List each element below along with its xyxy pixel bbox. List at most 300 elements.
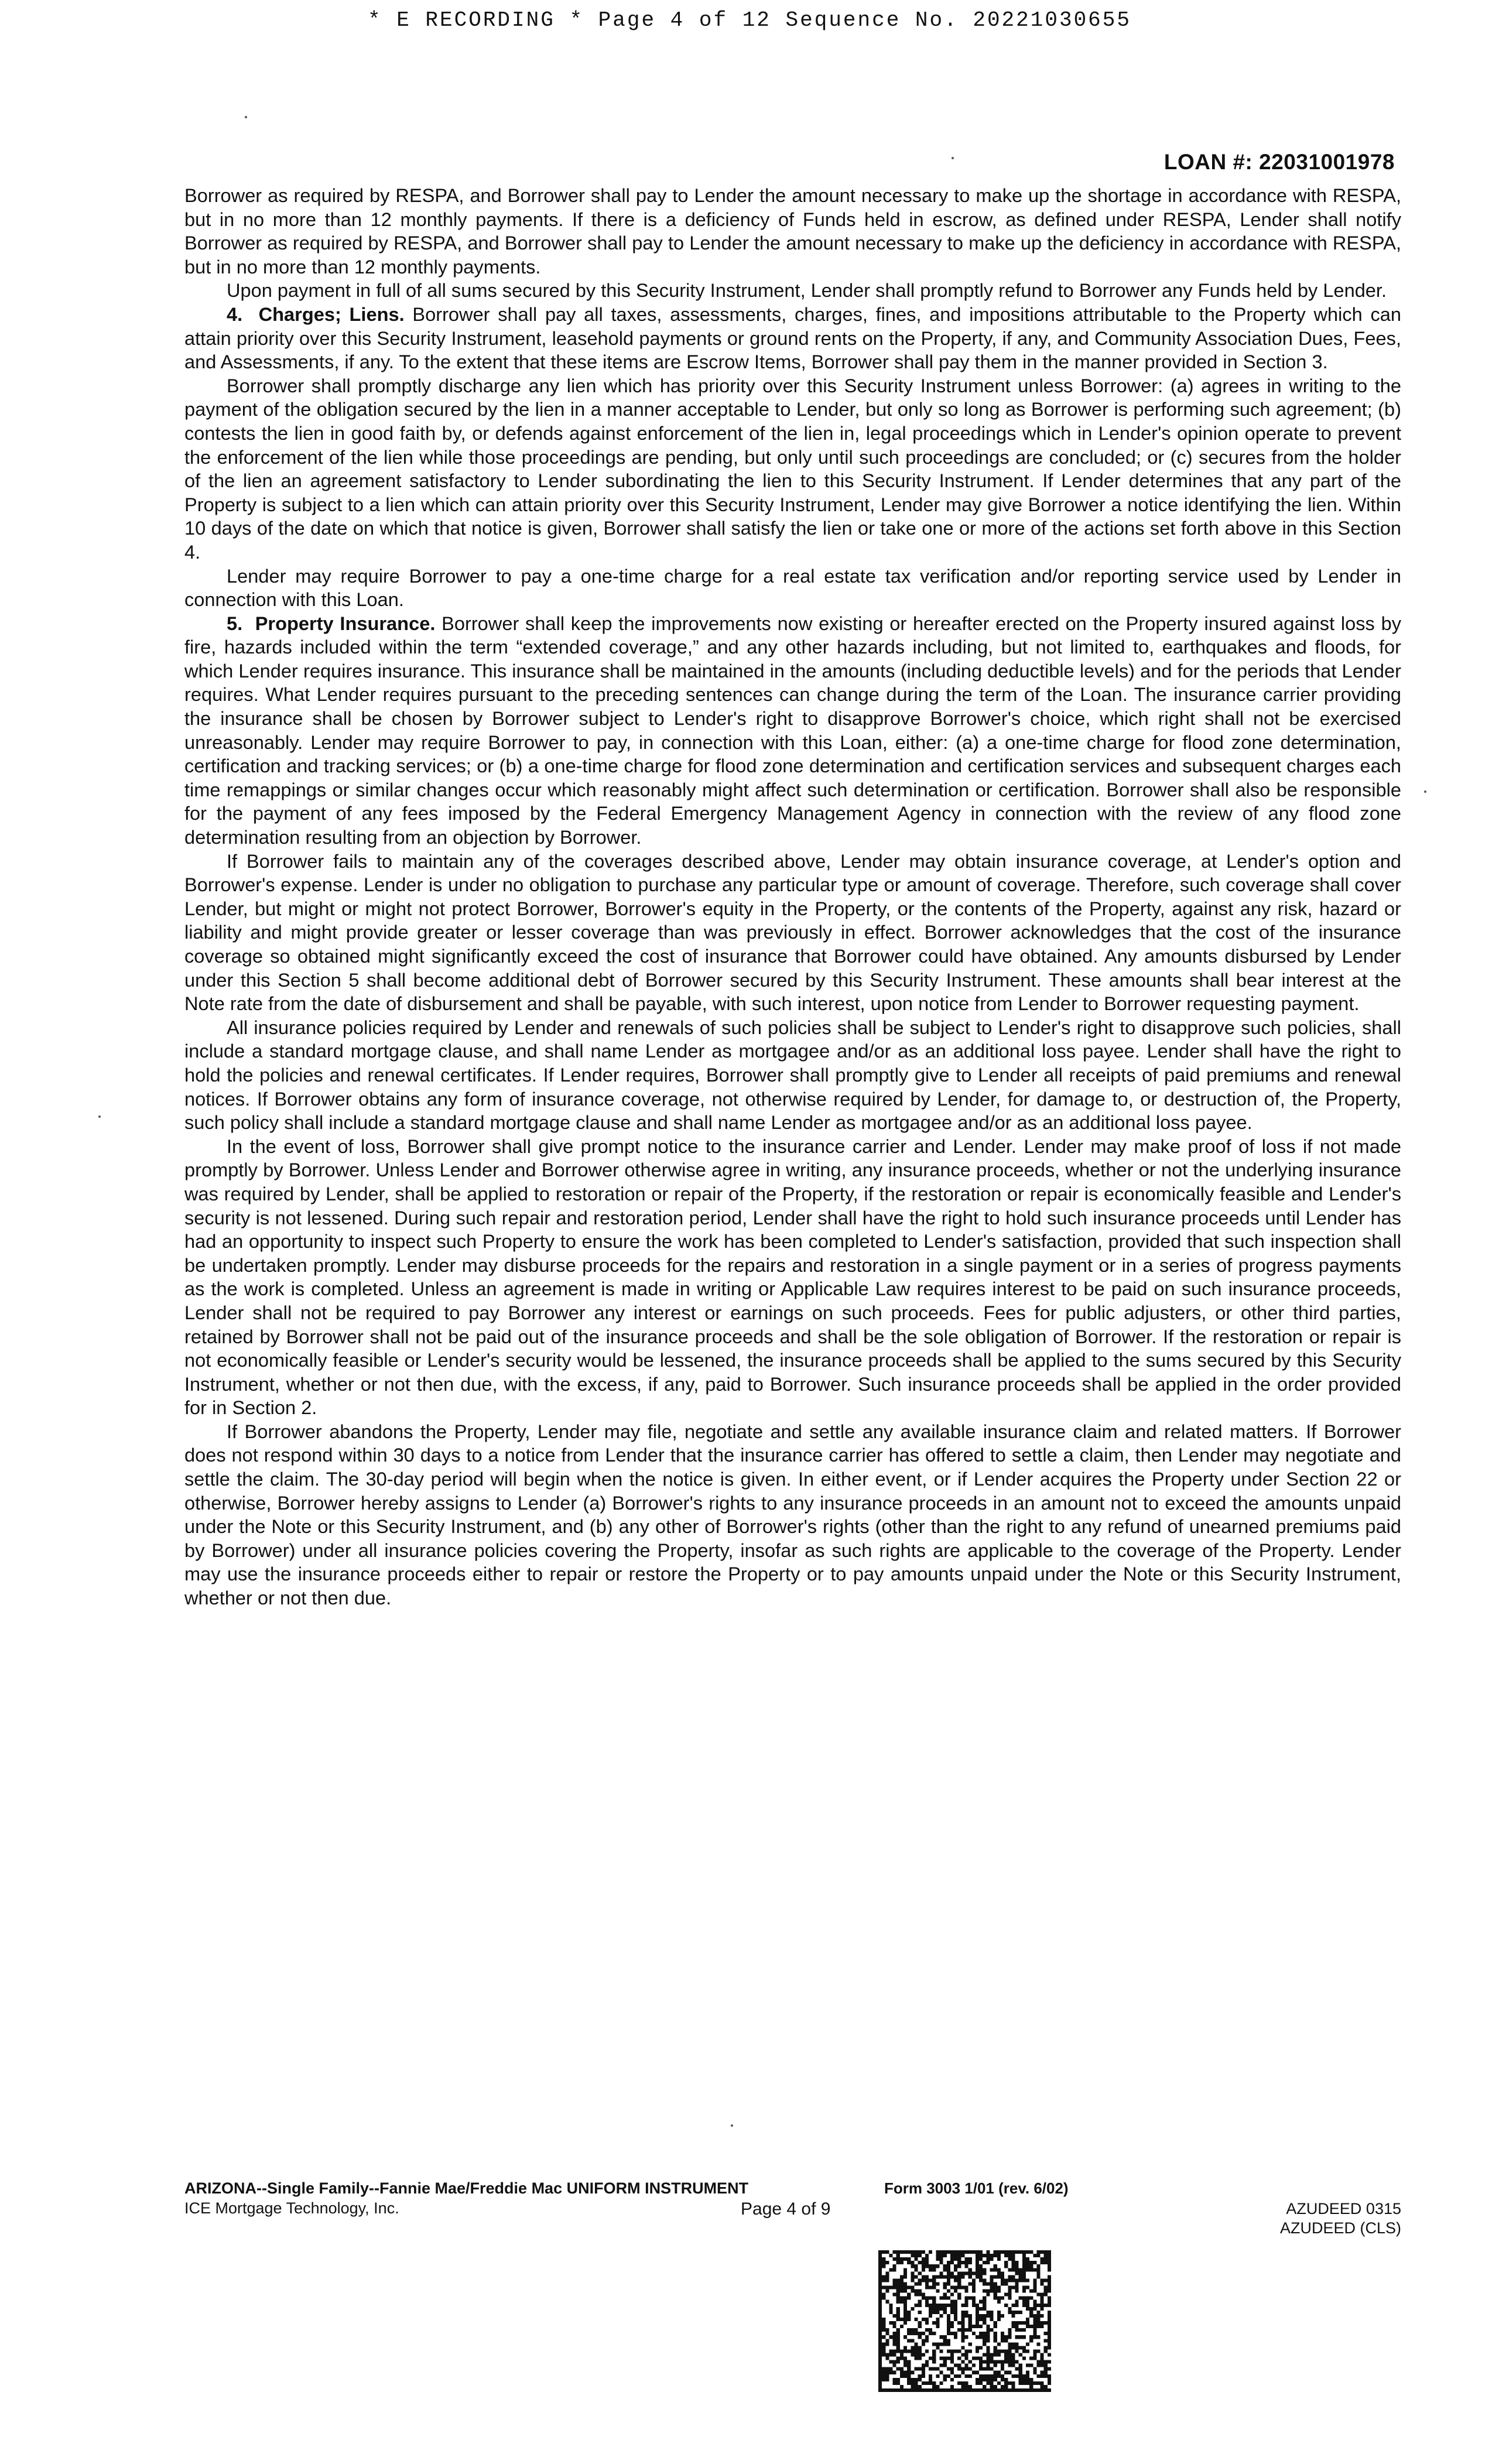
barcode-cell bbox=[925, 2278, 929, 2282]
barcode-cell bbox=[929, 2374, 932, 2378]
barcode-cell bbox=[1011, 2304, 1015, 2307]
barcode-cell bbox=[997, 2311, 1001, 2314]
barcode-cell bbox=[983, 2268, 986, 2271]
barcode-cell bbox=[1036, 2374, 1040, 2378]
barcode-cell bbox=[896, 2318, 900, 2321]
barcode-cell bbox=[1026, 2325, 1029, 2328]
barcode-cell bbox=[983, 2378, 986, 2381]
barcode-cell bbox=[950, 2307, 954, 2311]
barcode-cell bbox=[903, 2364, 907, 2367]
barcode-cell bbox=[965, 2261, 968, 2264]
barcode-cell bbox=[929, 2357, 932, 2360]
barcode-cell bbox=[997, 2374, 1001, 2378]
barcode-cell bbox=[903, 2304, 907, 2307]
barcode-cell bbox=[900, 2290, 903, 2293]
barcode-cell bbox=[1029, 2385, 1033, 2388]
barcode-cell bbox=[1019, 2297, 1022, 2300]
barcode-cell bbox=[878, 2371, 882, 2374]
barcode-cell bbox=[885, 2261, 889, 2264]
barcode-cell bbox=[1041, 2388, 1044, 2392]
barcode-cell bbox=[900, 2318, 903, 2321]
barcode-cell bbox=[911, 2353, 914, 2356]
barcode-cell bbox=[997, 2360, 1001, 2364]
barcode-cell bbox=[950, 2250, 954, 2254]
barcode-cell bbox=[1022, 2357, 1026, 2360]
barcode-cell bbox=[1001, 2271, 1004, 2275]
barcode-cell bbox=[1033, 2321, 1036, 2325]
barcode-cell bbox=[1022, 2349, 1026, 2353]
barcode-cell bbox=[972, 2250, 976, 2254]
barcode-cell bbox=[893, 2353, 896, 2356]
barcode-cell bbox=[1004, 2304, 1008, 2307]
barcode-cell bbox=[918, 2325, 922, 2328]
barcode-cell bbox=[972, 2357, 976, 2360]
barcode-cell bbox=[1036, 2314, 1040, 2318]
barcode-cell bbox=[986, 2349, 990, 2353]
section-5-number: 5. bbox=[227, 612, 243, 634]
barcode-cell bbox=[965, 2250, 968, 2254]
barcode-cell bbox=[914, 2268, 918, 2271]
barcode-cell bbox=[889, 2353, 892, 2356]
barcode-cell bbox=[922, 2264, 925, 2268]
barcode-cell bbox=[918, 2300, 922, 2304]
barcode-cell bbox=[1011, 2360, 1015, 2364]
barcode-cell bbox=[1022, 2335, 1026, 2339]
barcode-cell bbox=[1033, 2261, 1036, 2264]
barcode-cell bbox=[939, 2304, 943, 2307]
barcode-cell bbox=[907, 2293, 911, 2297]
barcode-cell bbox=[965, 2349, 968, 2353]
barcode-cell bbox=[983, 2332, 986, 2335]
barcode-cell bbox=[907, 2349, 911, 2353]
barcode-cell bbox=[932, 2360, 936, 2364]
barcode-cell bbox=[922, 2261, 925, 2264]
barcode-cell bbox=[1001, 2335, 1004, 2339]
barcode-cell bbox=[1001, 2282, 1004, 2285]
barcode-cell bbox=[896, 2332, 900, 2335]
barcode-cell bbox=[961, 2332, 964, 2335]
barcode-cell bbox=[1048, 2353, 1051, 2356]
barcode-cell bbox=[911, 2261, 914, 2264]
barcode-cell bbox=[968, 2318, 972, 2321]
barcode-cell bbox=[957, 2374, 961, 2378]
barcode-cell bbox=[889, 2286, 892, 2290]
section-4-number: 4. bbox=[227, 303, 243, 325]
barcode-cell bbox=[918, 2278, 922, 2282]
barcode-cell bbox=[882, 2321, 885, 2325]
barcode-cell bbox=[1033, 2388, 1036, 2392]
barcode-cell bbox=[972, 2297, 976, 2300]
barcode-cell bbox=[925, 2381, 929, 2385]
barcode-cell bbox=[976, 2346, 979, 2349]
barcode-cell bbox=[900, 2250, 903, 2254]
barcode-cell bbox=[903, 2346, 907, 2349]
barcode-cell bbox=[986, 2325, 990, 2328]
barcode-cell bbox=[882, 2346, 885, 2349]
barcode-cell bbox=[965, 2353, 968, 2356]
barcode-cell bbox=[878, 2307, 882, 2311]
barcode-cell bbox=[994, 2268, 997, 2271]
barcode-cell bbox=[896, 2293, 900, 2297]
barcode-cell bbox=[1015, 2290, 1019, 2293]
barcode-cell bbox=[950, 2325, 954, 2328]
barcode-cell bbox=[885, 2300, 889, 2304]
barcode-cell bbox=[1036, 2364, 1040, 2367]
barcode-cell bbox=[932, 2385, 936, 2388]
barcode-cell bbox=[997, 2388, 1001, 2392]
barcode-cell bbox=[972, 2278, 976, 2282]
barcode-cell bbox=[997, 2353, 1001, 2356]
barcode-cell bbox=[997, 2286, 1001, 2290]
barcode-cell bbox=[911, 2378, 914, 2381]
barcode-cell bbox=[939, 2271, 943, 2275]
barcode-cell bbox=[943, 2311, 947, 2314]
barcode-cell bbox=[943, 2374, 947, 2378]
barcode-cell bbox=[932, 2342, 936, 2346]
barcode-cell bbox=[961, 2321, 964, 2325]
barcode-cell bbox=[957, 2254, 961, 2257]
barcode-cell bbox=[950, 2304, 954, 2307]
barcode-cell bbox=[957, 2250, 961, 2254]
barcode-cell bbox=[922, 2364, 925, 2367]
barcode-cell bbox=[1048, 2290, 1051, 2293]
paragraph-event-of-loss: In the event of loss, Borrower shall give prompt notice to the insurance carrier and Lender. Lender may make proof of loss if not made promptly by Borrower. Unless Lender and Borrower otherwise agree in writing, any insurance proceeds, whether or not the underlying insurance was required by Lender, shall be applied to restoration or repair of the Property, if the restoration or repair is economically feasible and Lender's security is not lessened. During such repair and restoration period, Lender shall have the right to hold such insurance proceeds until Lender has had an opportunity to inspect such Property to ensure the work has been completed to Lender's satisfaction, provided that such inspection shall be undertaken promptly. Lender may disburse proceeds for the repairs and restoration in a single payment or in a series of progress payments as the work is completed. Unless an agreement is made in writing or Applicable Law requires interest to be paid on such insurance proceeds, Lender shall not be required to pay Borrower any interest or earnings on such proceeds. Fees for public adjusters, or other third parties, retained by Borrower shall not be paid out of the insurance proceeds and shall be the sole obligation of Borrower. If the restoration or repair is not economically feasible or Lender's security would be lessened, the insurance proceeds shall be applied to the sums secured by this Security Instrument, whether or not then due, with the excess, if any, paid to Borrower. Such insurance proceeds shall be applied in the order provided for in Section 2. bbox=[184, 1135, 1401, 1419]
barcode-cell bbox=[950, 2353, 954, 2356]
barcode-cell bbox=[925, 2318, 929, 2321]
barcode-cell bbox=[903, 2271, 907, 2275]
barcode-cell bbox=[939, 2275, 943, 2278]
barcode-cell bbox=[990, 2381, 994, 2385]
barcode-cell bbox=[1044, 2364, 1048, 2367]
barcode-cell bbox=[896, 2282, 900, 2285]
barcode-cell bbox=[968, 2385, 972, 2388]
barcode-cell bbox=[986, 2378, 990, 2381]
barcode-cell bbox=[976, 2307, 979, 2311]
barcode-cell bbox=[885, 2378, 889, 2381]
barcode-cell bbox=[878, 2300, 882, 2304]
barcode-cell bbox=[1008, 2254, 1011, 2257]
barcode-cell bbox=[896, 2300, 900, 2304]
barcode-cell bbox=[925, 2261, 929, 2264]
barcode-cell bbox=[911, 2339, 914, 2342]
barcode-cell bbox=[968, 2297, 972, 2300]
barcode-cell bbox=[986, 2261, 990, 2264]
barcode-cell bbox=[968, 2374, 972, 2378]
barcode-cell bbox=[994, 2264, 997, 2268]
barcode-cell bbox=[1008, 2311, 1011, 2314]
barcode-cell bbox=[1041, 2314, 1044, 2318]
barcode-cell bbox=[929, 2332, 932, 2335]
barcode-cell bbox=[925, 2282, 929, 2285]
barcode-cell bbox=[1026, 2297, 1029, 2300]
barcode-cell bbox=[994, 2364, 997, 2367]
barcode-cell bbox=[1008, 2290, 1011, 2293]
barcode-cell bbox=[961, 2318, 964, 2321]
barcode-cell bbox=[986, 2290, 990, 2293]
barcode-cell bbox=[1011, 2353, 1015, 2356]
barcode-cell bbox=[1011, 2314, 1015, 2318]
barcode-cell bbox=[950, 2332, 954, 2335]
barcode-cell bbox=[896, 2378, 900, 2381]
barcode-cell bbox=[1033, 2357, 1036, 2360]
barcode-cell bbox=[1019, 2250, 1022, 2254]
datamatrix-barcode-icon bbox=[878, 2250, 1051, 2392]
barcode-cell bbox=[947, 2290, 950, 2293]
barcode-cell bbox=[990, 2353, 994, 2356]
barcode-cell bbox=[983, 2300, 986, 2304]
barcode-cell bbox=[929, 2307, 932, 2311]
barcode-cell bbox=[1022, 2271, 1026, 2275]
barcode-cell bbox=[1004, 2388, 1008, 2392]
barcode-cell bbox=[893, 2335, 896, 2339]
barcode-cell bbox=[990, 2357, 994, 2360]
barcode-cell bbox=[1008, 2268, 1011, 2271]
barcode-cell bbox=[878, 2364, 882, 2367]
barcode-cell bbox=[939, 2314, 943, 2318]
barcode-cell bbox=[932, 2311, 936, 2314]
barcode-cell bbox=[1041, 2257, 1044, 2261]
barcode-cell bbox=[994, 2297, 997, 2300]
barcode-cell bbox=[1004, 2371, 1008, 2374]
barcode-cell bbox=[878, 2304, 882, 2307]
barcode-cell bbox=[954, 2307, 957, 2311]
barcode-cell bbox=[925, 2254, 929, 2257]
barcode-cell bbox=[990, 2275, 994, 2278]
barcode-cell bbox=[900, 2261, 903, 2264]
barcode-cell bbox=[997, 2318, 1001, 2321]
barcode-cell bbox=[1001, 2364, 1004, 2367]
barcode-cell bbox=[925, 2364, 929, 2367]
barcode-cell bbox=[896, 2297, 900, 2300]
barcode-cell bbox=[1022, 2257, 1026, 2261]
barcode-cell bbox=[885, 2374, 889, 2378]
barcode-cell bbox=[997, 2342, 1001, 2346]
barcode-cell bbox=[889, 2371, 892, 2374]
barcode-cell bbox=[1001, 2332, 1004, 2335]
footer-form-number: Form 3003 1/01 (rev. 6/02) bbox=[884, 2179, 1069, 2197]
barcode-cell bbox=[893, 2264, 896, 2268]
barcode-cell bbox=[914, 2318, 918, 2321]
barcode-cell bbox=[954, 2250, 957, 2254]
barcode-cell bbox=[986, 2346, 990, 2349]
barcode-cell bbox=[1048, 2332, 1051, 2335]
barcode-cell bbox=[929, 2311, 932, 2314]
barcode-cell bbox=[1011, 2261, 1015, 2264]
barcode-cell bbox=[882, 2325, 885, 2328]
barcode-cell bbox=[968, 2328, 972, 2332]
barcode-cell bbox=[1004, 2282, 1008, 2285]
barcode-cell bbox=[885, 2342, 889, 2346]
barcode-cell bbox=[994, 2349, 997, 2353]
section-5-title: Property Insurance. bbox=[255, 612, 436, 634]
barcode-cell bbox=[947, 2332, 950, 2335]
barcode-cell bbox=[939, 2371, 943, 2374]
barcode-cell bbox=[1033, 2332, 1036, 2335]
barcode-cell bbox=[922, 2257, 925, 2261]
barcode-cell bbox=[979, 2388, 983, 2392]
barcode-cell bbox=[918, 2335, 922, 2339]
barcode-cell bbox=[943, 2293, 947, 2297]
barcode-cell bbox=[986, 2367, 990, 2371]
barcode-cell bbox=[947, 2261, 950, 2264]
barcode-cell bbox=[961, 2381, 964, 2385]
barcode-cell bbox=[961, 2271, 964, 2275]
barcode-cell bbox=[1041, 2385, 1044, 2388]
barcode-cell bbox=[932, 2307, 936, 2311]
barcode-cell bbox=[965, 2311, 968, 2314]
barcode-cell bbox=[1026, 2261, 1029, 2264]
barcode-cell bbox=[1015, 2286, 1019, 2290]
barcode-cell bbox=[950, 2271, 954, 2275]
barcode-cell bbox=[961, 2325, 964, 2328]
barcode-cell bbox=[1041, 2250, 1044, 2254]
barcode-cell bbox=[922, 2297, 925, 2300]
barcode-cell bbox=[990, 2257, 994, 2261]
barcode-cell bbox=[1029, 2311, 1033, 2314]
barcode-cell bbox=[896, 2290, 900, 2293]
barcode-cell bbox=[1015, 2278, 1019, 2282]
barcode-cell bbox=[929, 2314, 932, 2318]
barcode-cell bbox=[947, 2325, 950, 2328]
barcode-cell bbox=[889, 2254, 892, 2257]
barcode-cell bbox=[1008, 2307, 1011, 2311]
barcode-cell bbox=[1011, 2364, 1015, 2367]
barcode-cell bbox=[968, 2250, 972, 2254]
barcode-cell bbox=[1041, 2357, 1044, 2360]
barcode-cell bbox=[947, 2282, 950, 2285]
barcode-cell bbox=[893, 2278, 896, 2282]
barcode-cell bbox=[1004, 2385, 1008, 2388]
barcode-cell bbox=[1001, 2349, 1004, 2353]
barcode-cell bbox=[1008, 2371, 1011, 2374]
barcode-cell bbox=[878, 2282, 882, 2285]
barcode-cell bbox=[990, 2311, 994, 2314]
barcode-cell bbox=[1001, 2374, 1004, 2378]
barcode-cell bbox=[936, 2367, 939, 2371]
barcode-cell bbox=[1008, 2332, 1011, 2335]
barcode-cell bbox=[1008, 2360, 1011, 2364]
barcode-cell bbox=[994, 2335, 997, 2339]
barcode-cell bbox=[986, 2364, 990, 2367]
barcode-cell bbox=[961, 2311, 964, 2314]
barcode-cell bbox=[1008, 2286, 1011, 2290]
barcode-cell bbox=[918, 2346, 922, 2349]
barcode-cell bbox=[918, 2385, 922, 2388]
barcode-cell bbox=[1008, 2353, 1011, 2356]
barcode-cell bbox=[947, 2250, 950, 2254]
barcode-cell bbox=[986, 2335, 990, 2339]
barcode-cell bbox=[947, 2367, 950, 2371]
barcode-cell bbox=[922, 2332, 925, 2335]
barcode-cell bbox=[947, 2318, 950, 2321]
barcode-cell bbox=[882, 2261, 885, 2264]
barcode-cell bbox=[889, 2268, 892, 2271]
barcode-cell bbox=[1001, 2385, 1004, 2388]
barcode-cell bbox=[954, 2374, 957, 2378]
barcode-cell bbox=[1041, 2297, 1044, 2300]
barcode-cell bbox=[936, 2282, 939, 2285]
barcode-cell bbox=[1022, 2264, 1026, 2268]
barcode-cell bbox=[1026, 2342, 1029, 2346]
barcode-cell bbox=[893, 2250, 896, 2254]
barcode-cell bbox=[972, 2371, 976, 2374]
barcode-cell bbox=[1022, 2321, 1026, 2325]
barcode-cell bbox=[918, 2353, 922, 2356]
barcode-cell bbox=[914, 2304, 918, 2307]
barcode-cell bbox=[1022, 2328, 1026, 2332]
barcode-cell bbox=[1048, 2264, 1051, 2268]
barcode-cell bbox=[932, 2332, 936, 2335]
barcode-cell bbox=[878, 2250, 882, 2254]
barcode-cell bbox=[878, 2321, 882, 2325]
barcode-cell bbox=[889, 2335, 892, 2339]
barcode-cell bbox=[878, 2290, 882, 2293]
barcode-cell bbox=[896, 2261, 900, 2264]
barcode-cell bbox=[1044, 2374, 1048, 2378]
barcode-cell bbox=[1048, 2378, 1051, 2381]
section-5-paragraph bbox=[184, 612, 1401, 850]
barcode-cell bbox=[914, 2328, 918, 2332]
barcode-cell bbox=[954, 2311, 957, 2314]
barcode-cell bbox=[1001, 2297, 1004, 2300]
barcode-cell bbox=[957, 2297, 961, 2300]
barcode-cell bbox=[954, 2304, 957, 2307]
footer-page-number: Page 4 of 9 bbox=[741, 2199, 831, 2219]
barcode-cell bbox=[1048, 2286, 1051, 2290]
barcode-cell bbox=[1048, 2328, 1051, 2332]
barcode-cell bbox=[943, 2357, 947, 2360]
barcode-cell bbox=[1041, 2300, 1044, 2304]
barcode-cell bbox=[968, 2325, 972, 2328]
barcode-cell bbox=[1036, 2381, 1040, 2385]
barcode-cell bbox=[1048, 2311, 1051, 2314]
barcode-cell bbox=[893, 2364, 896, 2367]
barcode-cell bbox=[882, 2286, 885, 2290]
barcode-cell bbox=[943, 2304, 947, 2307]
barcode-cell bbox=[911, 2388, 914, 2392]
barcode-cell bbox=[1044, 2257, 1048, 2261]
barcode-cell bbox=[1001, 2360, 1004, 2364]
barcode-cell bbox=[1044, 2349, 1048, 2353]
barcode-cell bbox=[925, 2388, 929, 2392]
barcode-cell bbox=[925, 2349, 929, 2353]
barcode-cell bbox=[1004, 2378, 1008, 2381]
barcode-cell bbox=[1011, 2325, 1015, 2328]
barcode-cell bbox=[889, 2360, 892, 2364]
barcode-cell bbox=[976, 2254, 979, 2257]
barcode-cell bbox=[936, 2304, 939, 2307]
barcode-cell bbox=[1015, 2349, 1019, 2353]
barcode-cell bbox=[878, 2342, 882, 2346]
barcode-cell bbox=[878, 2286, 882, 2290]
barcode-cell bbox=[922, 2268, 925, 2271]
barcode-cell bbox=[1041, 2353, 1044, 2356]
barcode-cell bbox=[907, 2297, 911, 2300]
barcode-cell bbox=[1015, 2367, 1019, 2371]
barcode-cell bbox=[889, 2388, 892, 2392]
barcode-cell bbox=[954, 2300, 957, 2304]
barcode-cell bbox=[1029, 2381, 1033, 2385]
barcode-cell bbox=[1011, 2385, 1015, 2388]
barcode-cell bbox=[922, 2353, 925, 2356]
barcode-cell bbox=[994, 2250, 997, 2254]
barcode-cell bbox=[943, 2268, 947, 2271]
footer bbox=[184, 2178, 1401, 2237]
barcode-cell bbox=[972, 2282, 976, 2285]
barcode-cell bbox=[1015, 2304, 1019, 2307]
barcode-cell bbox=[914, 2378, 918, 2381]
barcode-cell bbox=[936, 2342, 939, 2346]
